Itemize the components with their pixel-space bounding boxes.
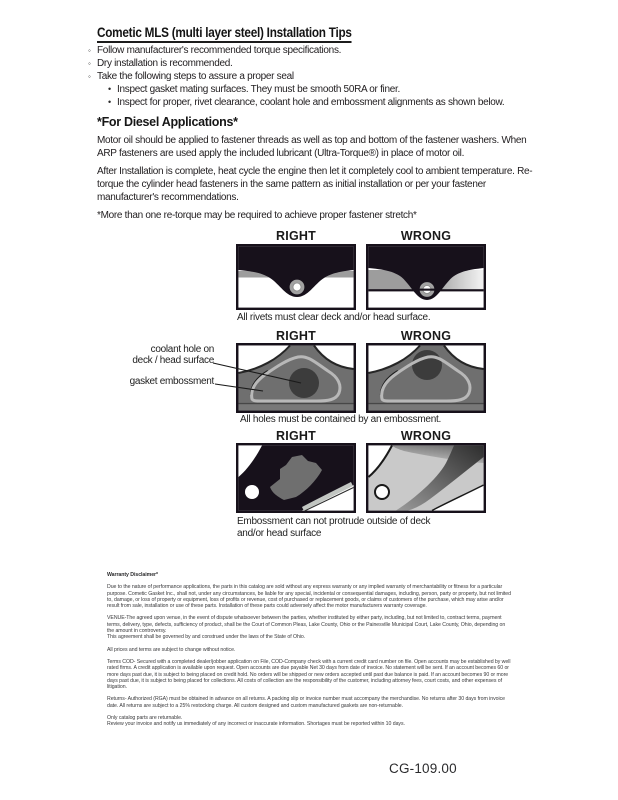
list-item bbox=[88, 57, 558, 70]
diagram-protrusion-right-panel bbox=[236, 443, 356, 513]
list-item-text: Follow manufacturer's recommended torque specifications. bbox=[97, 45, 342, 56]
warranty-paragraph: Due to the nature of performance applications, the parts in this catalog are sold without any express warranty or any implied warranty of merchantability or fitness for a particular purpose. Cometic Gasket Inc., shall not, under any circumstances, be liable for any special, incidental or consequential damages, including, person, party or property, but not limited to, damage, or loss of property or equipment, loss of profits or revenue, cost of purchased or replacement goods, or claims of customers of the purchase, which may arise and/or result from sale, installation or use of these parts. Installation of these parts could adversely affect the motor manufacturers warranty coverage. bbox=[107, 584, 511, 610]
diagram-rivet-wrong-panel bbox=[366, 244, 486, 310]
circle-bullet-icon: ◦ bbox=[88, 59, 91, 68]
page-title: Cometic MLS (multi layer steel) Installation Tips bbox=[97, 24, 352, 43]
bolt-hole bbox=[245, 485, 259, 499]
row3-wrong-label: WRONG bbox=[400, 429, 452, 443]
row1-caption: All rivets must clear deck and/or head surface. bbox=[237, 312, 431, 323]
gasket-embossment-annotation: gasket embossment bbox=[129, 376, 214, 387]
review-line: Review your invoice and notify us immediately of any incorrect or inaccurate information. Shortages must be reported within 10 days. bbox=[107, 721, 405, 728]
row2-wrong-label: WRONG bbox=[400, 329, 452, 343]
warranty-disclaimer-heading: Warranty Disclaimer* bbox=[107, 572, 158, 578]
diagram-hole-wrong-panel bbox=[366, 343, 486, 413]
row3-caption: Embossment can not protrude outside of deck and/or head surface bbox=[237, 516, 431, 539]
list-item-text: Take the following steps to assure a proper seal bbox=[97, 71, 294, 82]
terms-paragraph: Terms COD- Secured with a completed dealer/jobber application on File, COD-Company check with a current credit card number on file. Open accounts may be established by well rated firms. A credit application is available upon request. Open accounts are due payable Net 30 days from date of invoice. No statement will be sent. If an account becomes 60 or more days past due, it is subject to being placed on credit hold. No orders will be shipped or new orders accepted until past due balance is paid. If an account becomes 90 or more days past due, it is subject to being placed for collections. All costs of collection are the responsibility of the customer, including attorney fees, court costs, and other expenses of litigation. bbox=[107, 658, 511, 691]
list-item bbox=[88, 83, 558, 96]
circle-bullet-icon: ◦ bbox=[88, 46, 91, 55]
coolant-hole bbox=[412, 350, 442, 380]
diagram-protrusion-wrong-panel bbox=[366, 443, 486, 513]
diesel-paragraph-1: Motor oil should be applied to fastener threads as well as top and bottom of the fastener washers. When ARP fasteners are used apply the included lubricant (Ultra-Torque®) in place of motor oil. bbox=[97, 135, 527, 159]
venue-law-line: This agreement shall be governed by and construed under the laws of the State of Ohio. bbox=[107, 634, 306, 641]
dot-bullet-icon: • bbox=[108, 97, 111, 107]
list-item bbox=[88, 70, 558, 83]
venue-paragraph: VENUE-The agreed upon venue, in the event of dispute whatsoever between the parties, whether instituted by either party, including, but not limited to, contract terms, payment terms, delivery, type, defects, sufficiency of product, shall be the Court of Common Pleas, Lake County, Ohio or the Painesville Municipal Court, Lake County, Ohio, depending on the amount in controversy. bbox=[107, 615, 506, 635]
list-item bbox=[88, 96, 558, 109]
annotation-pointer-lines bbox=[205, 340, 330, 400]
row2-caption: All holes must be contained by an embossment. bbox=[240, 414, 442, 425]
legal-disclaimer bbox=[107, 572, 513, 734]
diesel-applications-heading: *For Diesel Applications* bbox=[97, 115, 238, 129]
row1-right-label: RIGHT bbox=[276, 229, 316, 243]
list-item bbox=[88, 44, 558, 57]
returnable-line: Only catalog parts are returnable. bbox=[107, 715, 183, 722]
prices-line: All prices and terms are subject to change without notice. bbox=[107, 646, 236, 653]
coolant-hole-annotation: coolant hole on deck / head surface bbox=[132, 344, 214, 366]
row2-right-label: RIGHT bbox=[276, 329, 316, 343]
retorque-note: *More than one re-torque may be required to achieve proper fastener stretch* bbox=[97, 210, 417, 221]
dot-bullet-icon: • bbox=[108, 84, 111, 94]
list-item-text: Inspect gasket mating surfaces. They must be smooth 50RA or finer. bbox=[117, 84, 400, 95]
diagram-rivet-right-panel bbox=[236, 244, 356, 310]
circle-bullet-icon: ◦ bbox=[88, 72, 91, 81]
list-item-text: Dry installation is recommended. bbox=[97, 58, 233, 69]
returns-paragraph: Returns- Authorized (RGA) must be obtained in advance on all returns. A packing slip or invoice number must accompany the merchandise. No returns after 30 days from invoice date. All returns are subject to a 25% restocking charge. All custom designed and custom manufactured gaskets are non-returnable. bbox=[107, 696, 505, 709]
page-code: CG-109.00 bbox=[389, 761, 457, 776]
diesel-paragraph-2: After Installation is complete, heat cycle the engine then let it completely cool to ambient temperature. Re-torque the cylinder head fasteners in the same pattern as initial installation or per your fastener manufacturer's recommendations. bbox=[97, 166, 533, 203]
list-item-text: Inspect for proper, rivet clearance, coolant hole and embossment alignments as shown below. bbox=[117, 97, 505, 108]
installation-tips-list bbox=[88, 44, 558, 109]
row3-right-label: RIGHT bbox=[276, 429, 316, 443]
bolt-hole bbox=[375, 485, 389, 499]
row1-wrong-label: WRONG bbox=[400, 229, 452, 243]
